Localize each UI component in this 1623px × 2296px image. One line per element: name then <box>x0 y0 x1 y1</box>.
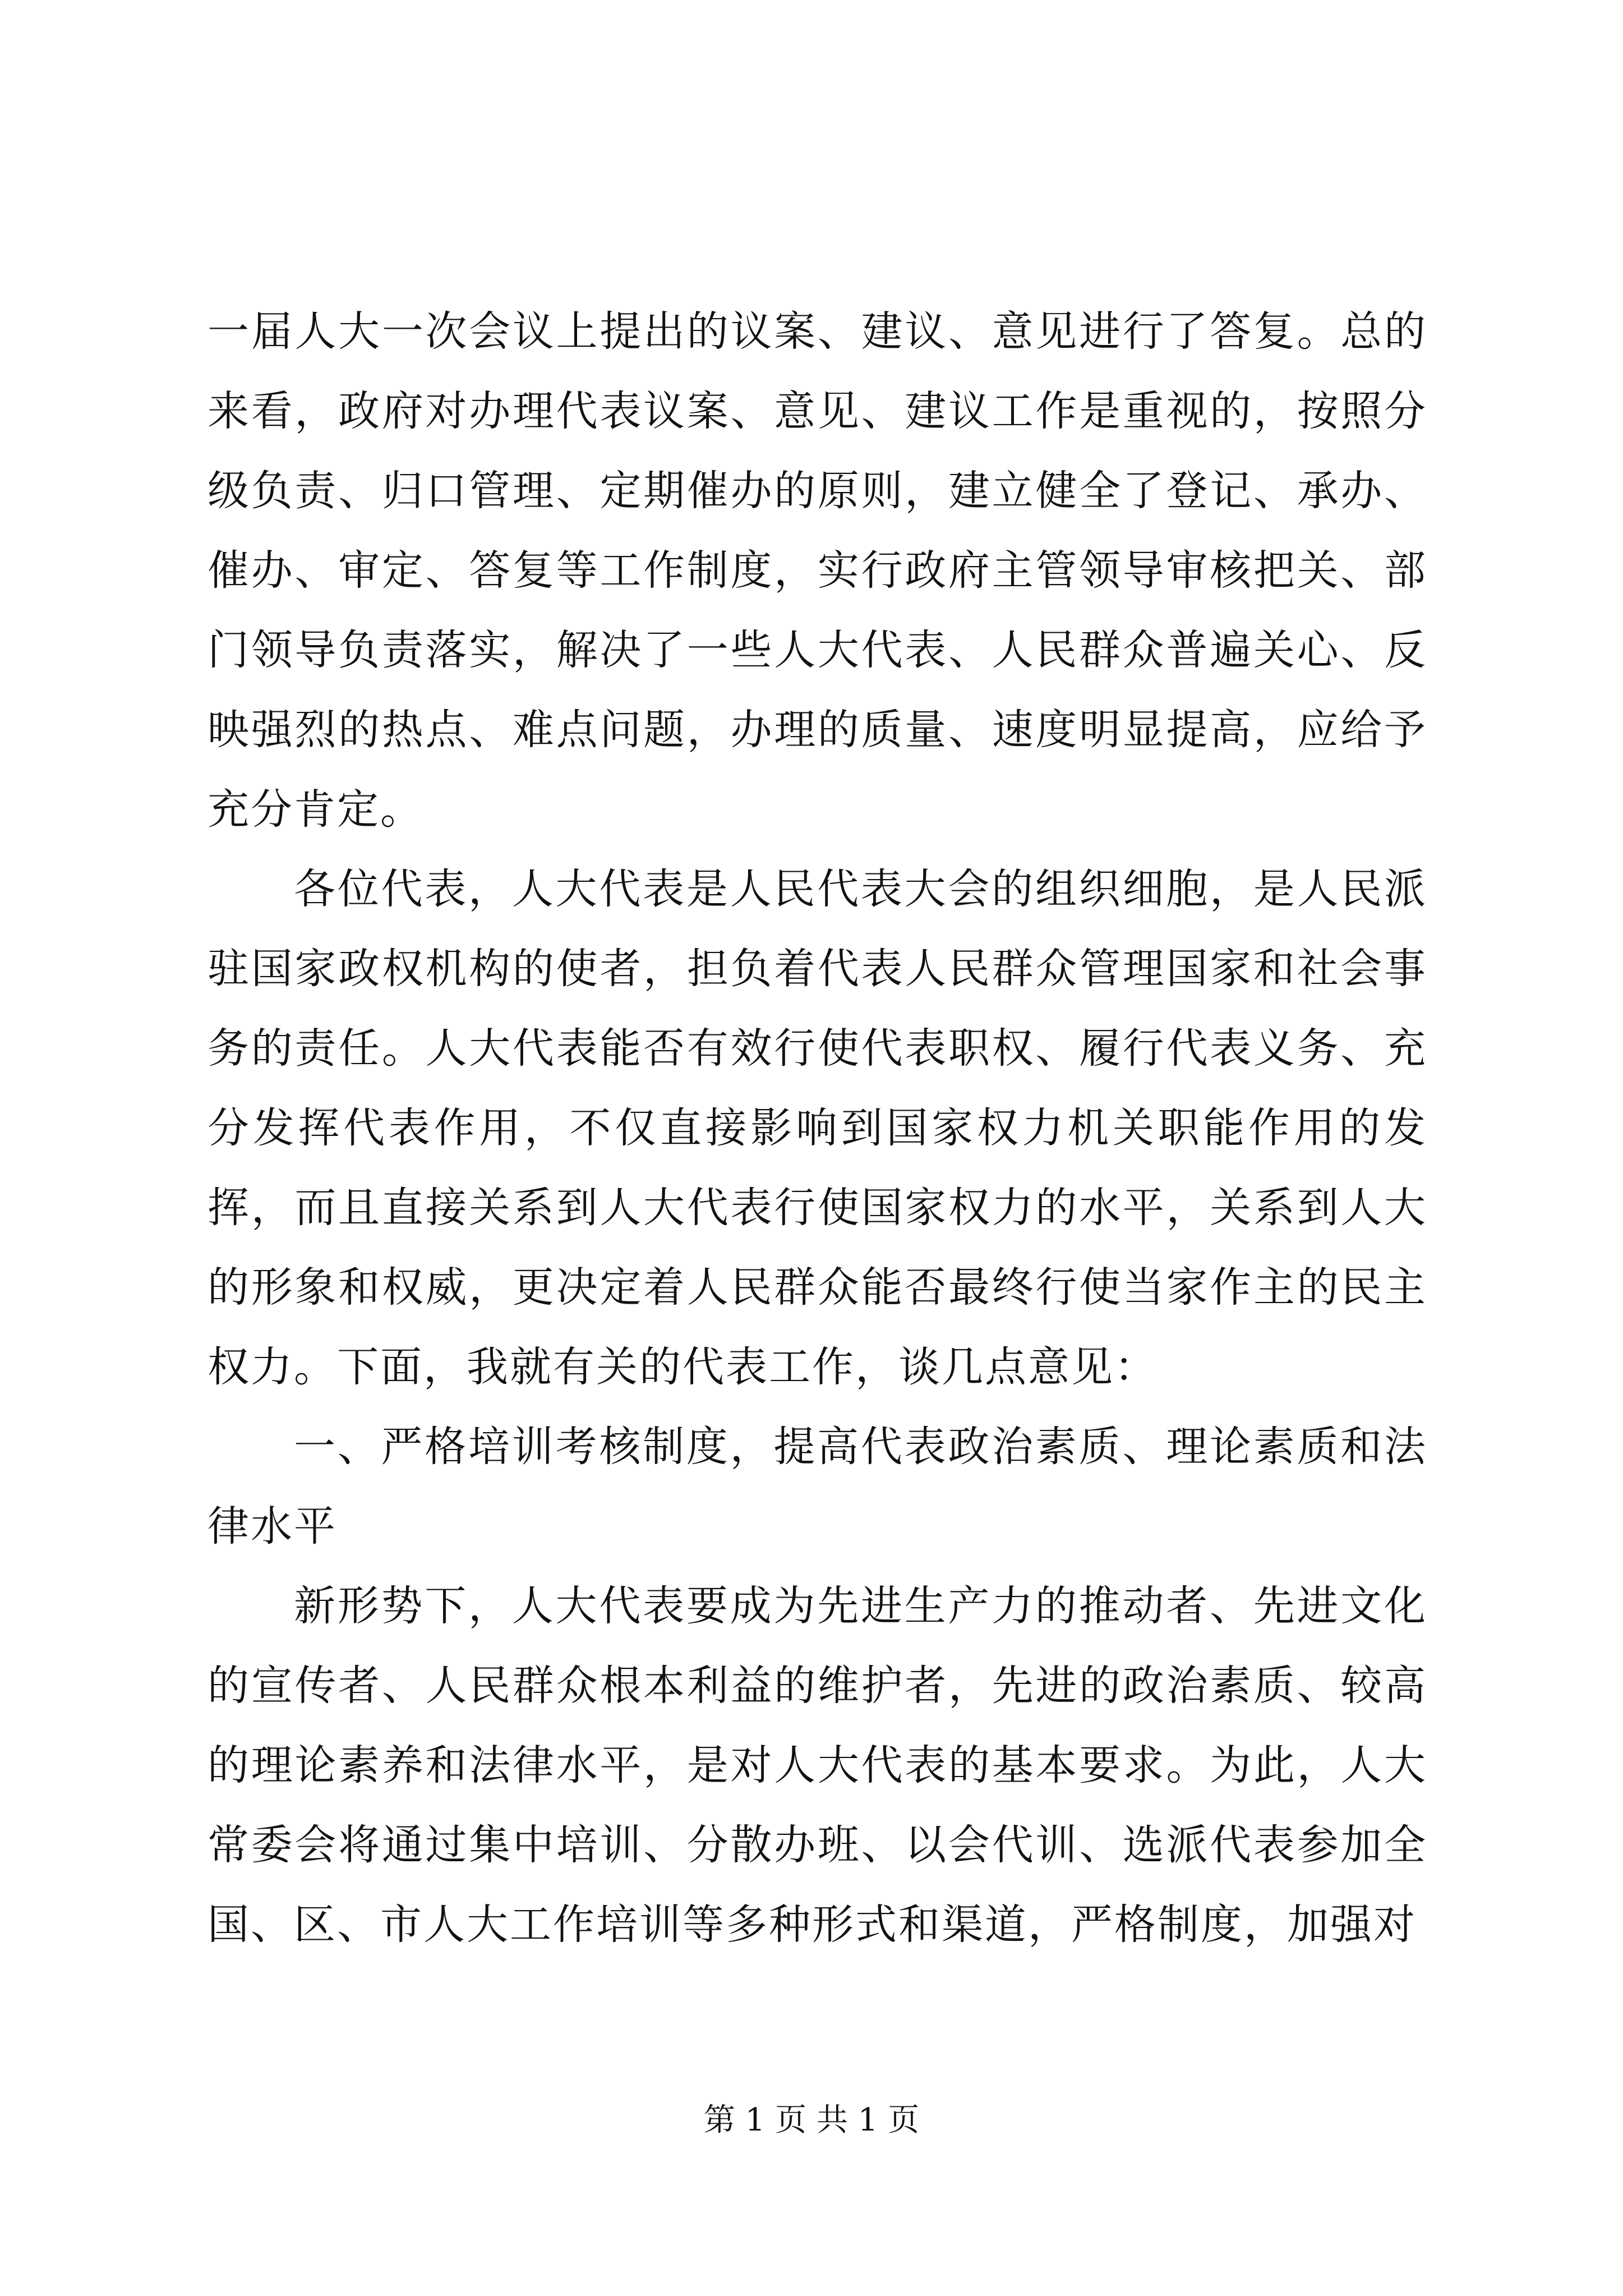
paragraph-3: 新形势下，人大代表要成为先进生产力的推动者、先进文化的宣传者、人民群众根本利益的维护者，先进的政治素质、较高的理论素养和法律水平，是对人大代表的基本要求。为此，人大常委会将通过集中培训、分散办班、以会代训、选派代表参加全国、区、市人大工作培训等多种形式和渠道，严格制度，加强对 <box>208 1582 1427 1949</box>
document-body <box>208 292 1427 1964</box>
page-footer <box>0 2098 1623 2143</box>
page-number-label: 第 1 页 共 1 页 <box>703 2102 920 2138</box>
paragraph-2: 各位代表，人大代表是人民代表大会的组织细胞，是人民派驻国家政权机构的使者，担负着代表人民群众管理国家和社会事务的责任。人大代表能否有效行使代表职权、履行代表义务、充分发挥代表作用，不仅直接影响到国家权力机关职能作用的发挥，而且直接关系到人大代表行使国家权力的水平，关系到人大的形象和权威，更决定着人民群众能否最终行使当家作主的民主权力。下面，我就有关的代表工作，谈几点意见： <box>208 865 1427 1391</box>
paragraph-1: 一届人大一次会议上提出的议案、建议、意见进行了答复。总的来看，政府对办理代表议案、意见、建议工作是重视的，按照分级负责、归口管理、定期催办的原则，建立健全了登记、承办、催办、审定、答复等工作制度，实行政府主管领导审核把关、部门领导负责落实，解决了一些人大代表、人民群众普遍关心、反映强烈的热点、难点问题，办理的质量、速度明显提高，应给予充分肯定。 <box>208 307 1427 834</box>
section-heading-1: 一、严格培训考核制度，提高代表政治素质、理论素质和法律水平 <box>208 1423 1427 1550</box>
